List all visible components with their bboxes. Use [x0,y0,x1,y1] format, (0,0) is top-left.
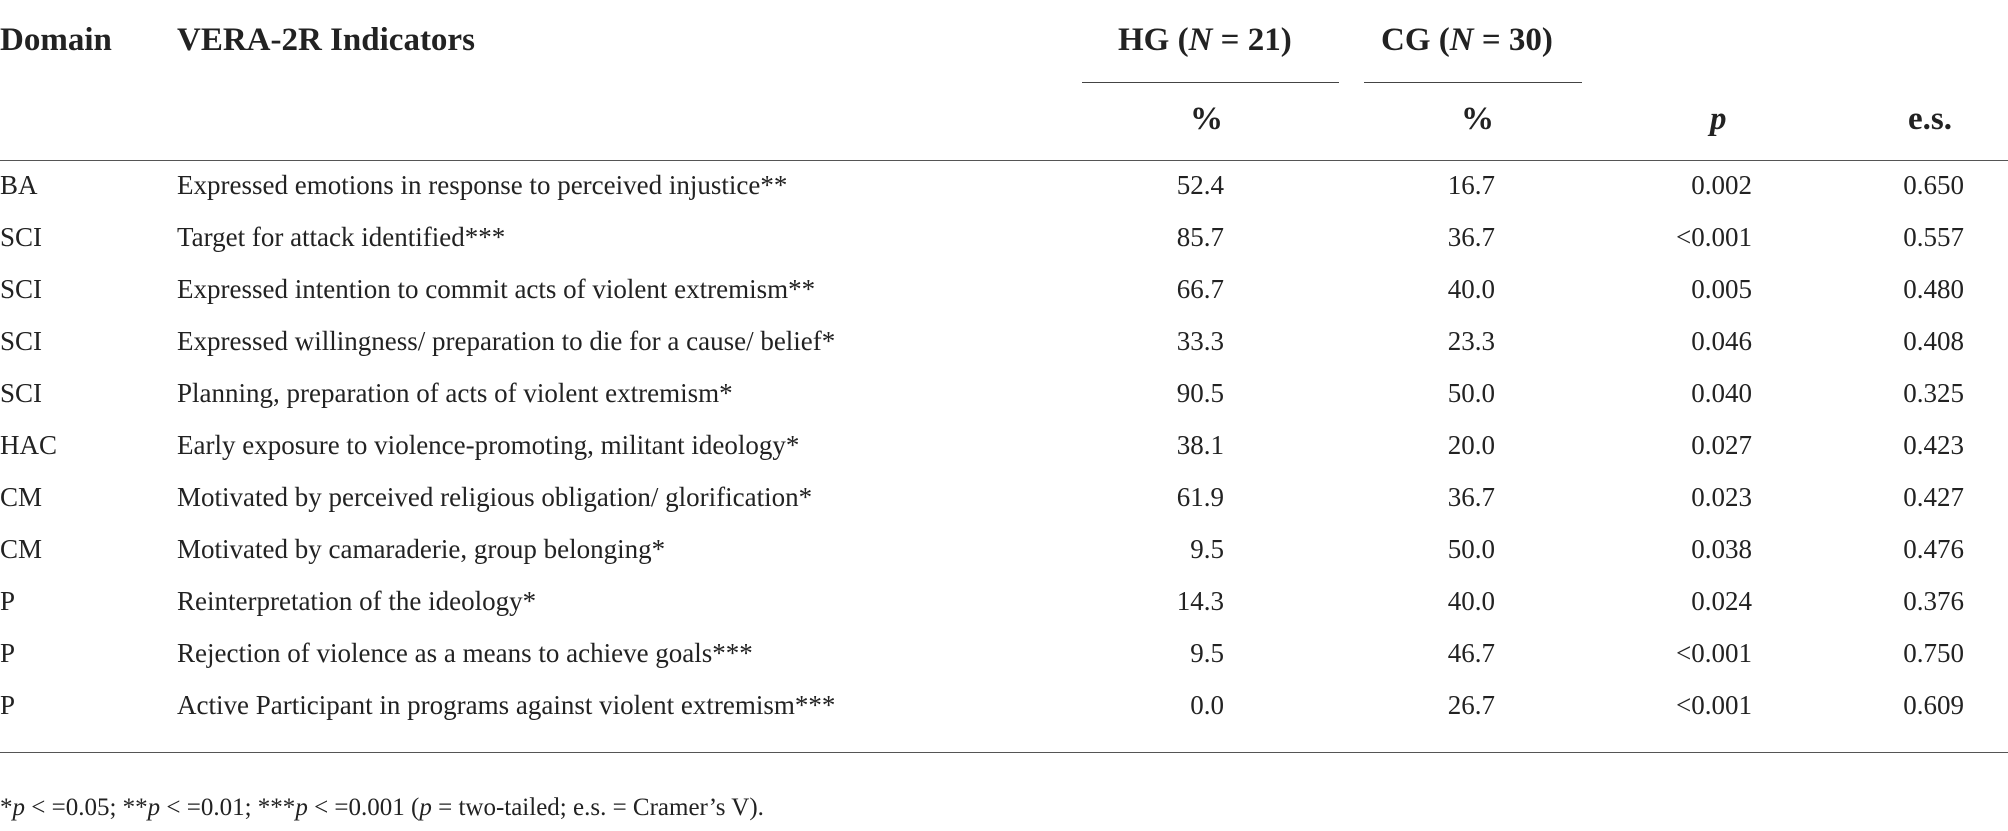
cell-cg-percent: 36.7 [1447,482,1495,512]
cell-hg-percent: 38.1 [1176,430,1224,460]
cell-domain: SCI [0,326,43,356]
header-cg-group [1381,20,1553,60]
table-row [0,211,2008,263]
header-p: p [1710,101,1727,137]
table-row [0,263,2008,315]
cell-indicator: Rejection of violence as a means to achieve goals*** [177,638,753,668]
cell-p-value: <0.001 [1676,222,1752,252]
cell-indicator: Reinterpretation of the ideology* [177,586,537,616]
header-hg-group [1118,20,1292,60]
cell-effect-size: 0.750 [1903,638,1964,668]
table-row [0,627,2008,679]
cell-hg-percent: 90.5 [1176,378,1224,408]
cell-effect-size: 0.423 [1903,430,1964,460]
cell-p-value: 0.046 [1691,326,1752,356]
cell-p-value: 0.038 [1691,534,1752,564]
cell-domain: CM [0,482,43,512]
table-row [0,575,2008,627]
table-bottom-rule [0,752,2008,753]
table-row [0,159,2008,211]
header-cg-n: N [1449,22,1474,58]
cell-domain: P [0,690,16,720]
cell-indicator: Expressed willingness/ preparation to die for a cause/ belief* [177,326,836,356]
cell-cg-percent: 46.7 [1447,638,1495,668]
table-row [0,419,2008,471]
cell-cg-percent: 20.0 [1447,430,1495,460]
cell-indicator: Active Participant in programs against violent extremism*** [177,690,836,720]
cell-domain: BA [0,170,38,200]
cell-indicator: Expressed intention to commit acts of violent extremism** [177,274,816,304]
cell-domain: CM [0,534,43,564]
cell-cg-percent: 50.0 [1447,378,1495,408]
cell-cg-percent: 50.0 [1447,534,1495,564]
cell-domain: SCI [0,274,43,304]
cell-hg-percent: 0.0 [1190,690,1224,720]
cell-effect-size: 0.557 [1903,222,1964,252]
header-hg-value: = 21) [1212,22,1292,58]
cell-indicator: Target for attack identified*** [177,222,506,252]
cell-effect-size: 0.325 [1903,378,1964,408]
cell-domain: HAC [0,430,58,460]
cell-effect-size: 0.376 [1903,586,1964,616]
cell-domain: P [0,638,16,668]
cell-effect-size: 0.427 [1903,482,1964,512]
cell-cg-percent: 40.0 [1447,586,1495,616]
cell-indicator: Planning, preparation of acts of violent extremism* [177,378,733,408]
cell-p-value: 0.005 [1691,274,1752,304]
cell-p-value: 0.002 [1691,170,1752,200]
header-cg-value: = 30) [1473,22,1553,58]
cell-cg-percent: 40.0 [1447,274,1495,304]
cell-p-value: 0.023 [1691,482,1752,512]
cell-indicator: Expressed emotions in response to perceived injustice** [177,170,788,200]
cg-group-underline [1364,82,1582,83]
cell-hg-percent: 9.5 [1190,534,1224,564]
cell-p-value: <0.001 [1676,638,1752,668]
cell-cg-percent: 26.7 [1447,690,1495,720]
cell-effect-size: 0.480 [1903,274,1964,304]
cell-p-value: 0.027 [1691,430,1752,460]
table-row [0,367,2008,419]
table-row [0,471,2008,523]
cell-hg-percent: 85.7 [1176,222,1224,252]
table-row [0,523,2008,575]
header-hg-percent: % [1190,101,1223,137]
header-cg-percent: % [1461,101,1494,137]
hg-group-underline [1082,82,1339,83]
cell-cg-percent: 36.7 [1447,222,1495,252]
header-hg-n: N [1188,22,1213,58]
cell-p-value: 0.024 [1691,586,1752,616]
header-indicators: VERA-2R Indicators [177,22,475,58]
cell-cg-percent: 16.7 [1447,170,1495,200]
cell-indicator: Early exposure to violence-promoting, militant ideology* [177,430,800,460]
cell-domain: SCI [0,378,43,408]
header-domain: Domain [0,22,112,58]
cell-hg-percent: 9.5 [1190,638,1224,668]
cell-hg-percent: 52.4 [1176,170,1224,200]
cell-indicator: Motivated by camaraderie, group belonging* [177,534,666,564]
cell-effect-size: 0.650 [1903,170,1964,200]
table-footnote: *p < =0.05; **p < =0.01; ***p < =0.001 (p = two-tailed; e.s. = Cramer’s V). [0,794,764,821]
cell-cg-percent: 23.3 [1447,326,1495,356]
header-es: e.s. [1908,101,1952,137]
cell-hg-percent: 66.7 [1176,274,1224,304]
cell-p-value: <0.001 [1676,690,1752,720]
cell-effect-size: 0.609 [1903,690,1964,720]
cell-effect-size: 0.476 [1903,534,1964,564]
cell-indicator: Motivated by perceived religious obligation/ glorification* [177,482,813,512]
cell-effect-size: 0.408 [1903,326,1964,356]
cell-hg-percent: 61.9 [1176,482,1224,512]
cell-hg-percent: 33.3 [1176,326,1224,356]
table-row [0,679,2008,731]
cell-hg-percent: 14.3 [1176,586,1224,616]
cell-domain: SCI [0,222,43,252]
header-hg-label: HG ( [1118,22,1189,58]
table-row [0,315,2008,367]
header-cg-label: CG ( [1381,22,1450,58]
cell-domain: P [0,586,16,616]
cell-p-value: 0.040 [1691,378,1752,408]
